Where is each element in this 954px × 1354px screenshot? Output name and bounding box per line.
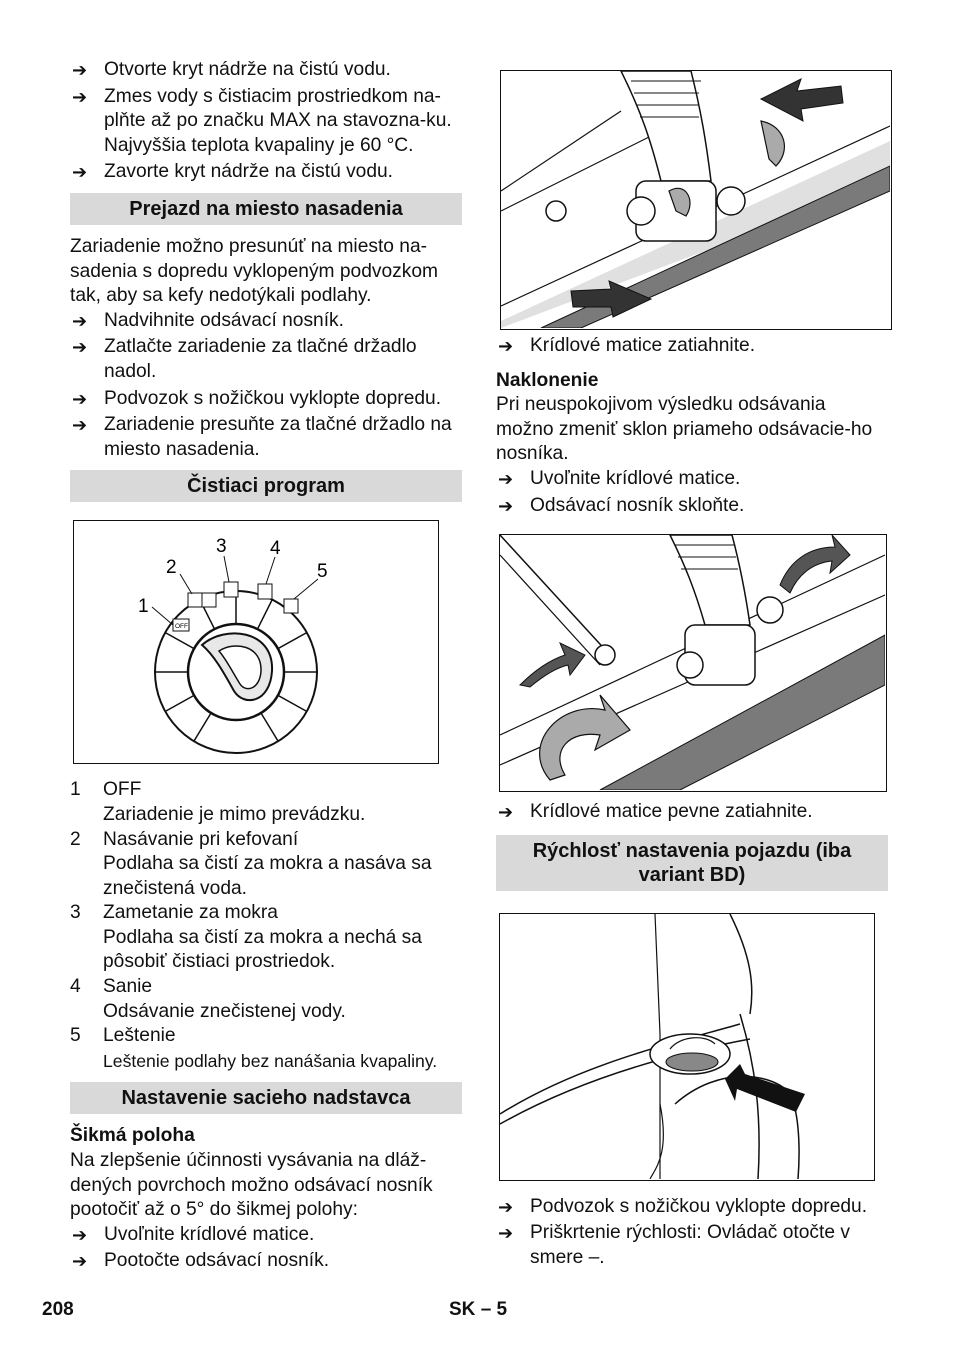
tighten-step: ➔ Krídlové matice zatiahnite. [496,334,888,359]
footer-section-page: 5 [496,1299,508,1320]
arrow-icon: ➔ [72,1224,88,1245]
tilt-text: Pri neuspokojivom výsledku odsávania možno zmeniť sklon priameho odsávacie-ho nosníka. [496,394,873,465]
footer-lang: SK [449,1299,476,1320]
dial-number-1: 1 [138,596,149,618]
step-fill-tank: ➔ Zmes vody s čistiacim prostriedkom na-plňte až po značku MAX na stavozna-ku. Najvyššia teplota kvapaliny je 60 °C. [72,85,452,156]
arrow-icon: ➔ [72,162,88,183]
subtitle-tilt: Naklonenie [496,369,599,391]
tighten-firm-step: ➔ Krídlové matice pevne zatiahnite. [496,800,888,825]
arrow-icon: ➔ [498,802,514,823]
arrow-icon: ➔ [498,1223,514,1244]
tilt-step: ➔ Odsávací nosník skloňte. [496,494,888,519]
speed-knob-figure [499,913,875,1181]
arrow-icon: ➔ [72,86,88,107]
oblique-step: ➔ Pootočte odsávací nosník. [70,1249,462,1274]
tilt-step: ➔ Uvoľnite krídlové matice. [496,467,888,492]
dial-number-3: 3 [216,536,227,558]
transport-step: ➔ Zatlačte zariadenie za tlačné držadlo nadol. [72,336,417,382]
speed-knob-illustration [500,914,873,1179]
transport-step: ➔ Zariadenie presuňte za tlačné držadlo na miesto nasadenia. [72,414,452,460]
program-dial-illustration [74,521,437,762]
dial-number-2: 2 [166,557,177,579]
subtitle-oblique: Šikmá poloha [70,1125,195,1147]
oblique-step: ➔ Uvoľnite krídlové matice. [70,1223,462,1248]
program-list [70,778,462,1074]
arrow-icon: ➔ [498,1196,514,1217]
program-item: 2 Nasávanie pri kefovaní Podlaha sa čistí za mokra a nasáva sa znečistená voda. [70,828,432,899]
program-item: 5 Leštenie Leštenie podlahy bez nanášania kvapaliny. [70,1025,438,1071]
arrow-icon: ➔ [72,1251,88,1272]
squeegee-tilt-figure [499,534,887,792]
section-heading-speed: Rýchlosť nastavenia pojazdu (iba variant BD) [496,835,888,891]
arrow-icon: ➔ [498,336,514,356]
arrow-icon: ➔ [72,60,88,80]
arrow-icon: ➔ [498,495,514,516]
speed-step: ➔ Priškrtenie rýchlosti: Ovládač otočte v smere –. [498,1222,850,1268]
section-heading-nozzle: Nastavenie sacieho nadstavca [70,1082,462,1114]
transport-text: Zariadenie možno presunúť na miesto na-sadenia s dopredu vyklopeným podvozkom tak, aby sa kefy nedotýkali podlahy. [70,235,438,307]
transport-step: ➔ Podvozok s nožičkou vyklopte dopredu. [70,387,462,412]
step-close-tank: ➔ Zavorte kryt nádrže na čistú vodu. [70,160,462,185]
arrow-icon: ➔ [498,468,514,489]
speed-step: ➔ Podvozok s nožičkou vyklopte dopredu. [496,1195,888,1220]
squeegee-rotate-illustration [501,71,890,328]
dial-number-4: 4 [270,538,281,560]
dial-number-5: 5 [317,561,328,583]
page-number: 208 [42,1299,74,1320]
program-item: 3 Zametanie za mokra Podlaha sa čistí za mokra a nechá sa pôsobiť čistiaci prostriedok. [70,902,422,973]
footer-section-label [449,1298,507,1323]
footer-dash: – [480,1299,492,1320]
transport-step: ➔ Nadvihnite odsávací nosník. [70,309,462,334]
off-label: OFF [175,623,188,631]
program-item: 1 OFF Zariadenie je mimo prevádzku. [70,779,366,825]
arrow-icon: ➔ [72,310,88,331]
arrow-icon: ➔ [72,388,88,409]
section-heading-transport: Prejazd na miesto nasadenia [70,193,462,225]
program-dial-figure [73,520,439,764]
right-column [496,70,888,1273]
arrow-icon: ➔ [72,415,88,436]
left-column [70,58,462,1276]
program-item: 4 Sanie Odsávanie znečistenej vody. [70,976,346,1022]
step-open-tank: ➔ Otvorte kryt nádrže na čistú vodu. [70,58,462,83]
oblique-text: Na zlepšenie účinnosti vysávania na dláž-dených povrchoch možno odsávací nosník pootočiť až o 5° do šikmej polohy: [70,1150,433,1221]
squeegee-rotate-figure [500,70,892,330]
squeegee-tilt-illustration [500,535,885,790]
section-heading-program: Čistiaci program [70,470,462,502]
arrow-icon: ➔ [72,337,88,358]
